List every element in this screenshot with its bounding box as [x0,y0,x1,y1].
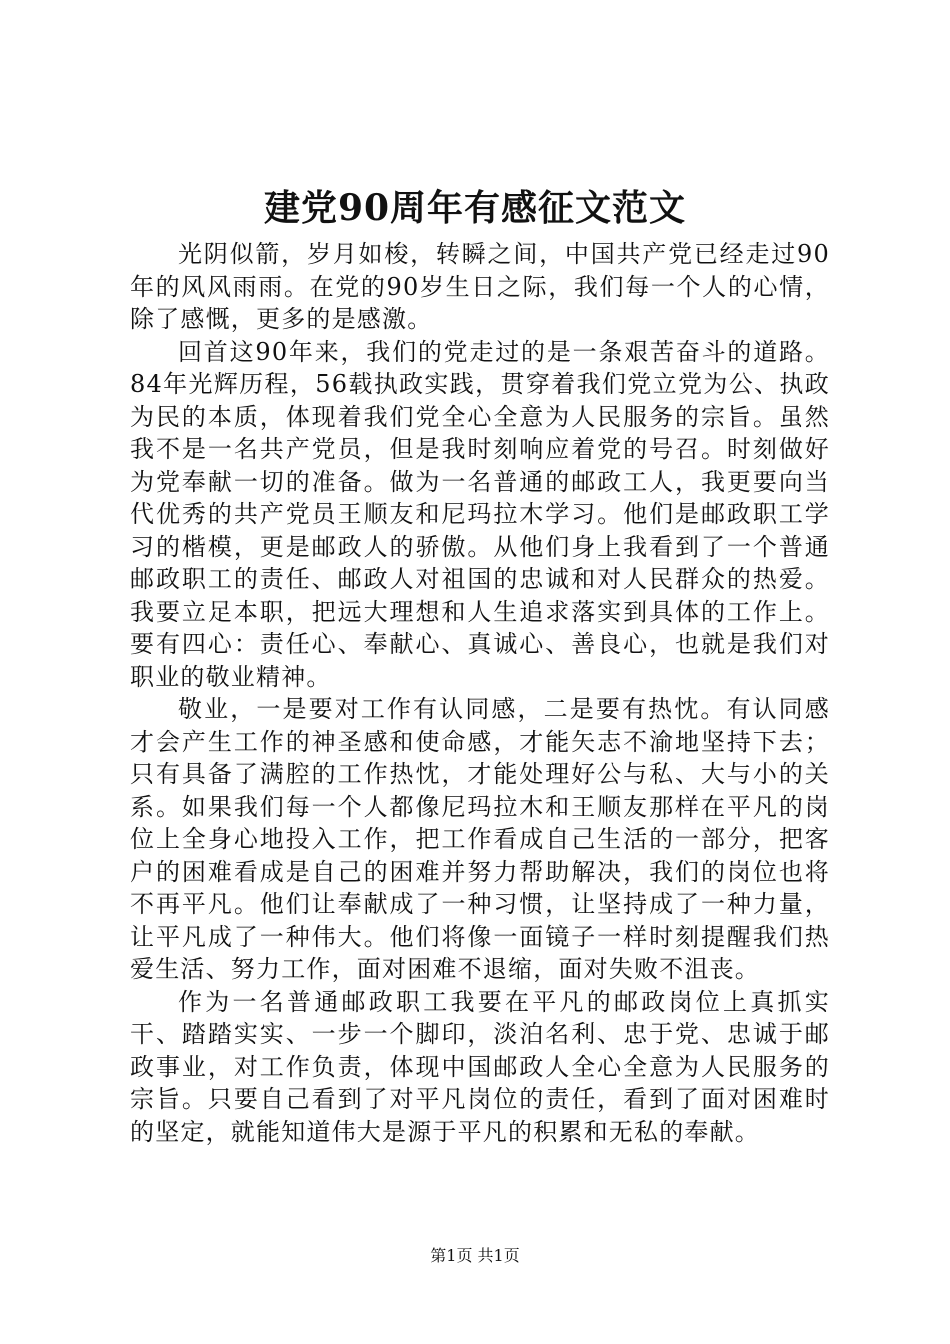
document-body [130,238,830,1148]
page-footer: 第1页 共1页 [430,1246,520,1265]
paragraph-1: 光阴似箭，岁月如梭，转瞬之间，中国共产党已经走过90年的风风雨雨。在党的90岁生日之际，我们每一个人的心情，除了感慨，更多的是感激。 [130,240,830,333]
paragraph-3: 敬业，一是要对工作有认同感，二是要有热忱。有认同感才会产生工作的神圣感和使命感，才能矢志不渝地坚持下去；只有具备了满腔的工作热忱，才能处理好公与私、大与小的关系。如果我们每一个人都像尼玛拉木和王顺友那样在平凡的岗位上全身心地投入工作，把工作看成自己生活的一部分，把客户的困难看成是自己的困难并努力帮助解决，我们的岗位也将不再平凡。他们让奉献成了一种习惯，让坚持成了一种力量，让平凡成了一种伟大。他们将像一面镜子一样时刻提醒我们热爱生活、努力工作，面对困难不退缩，面对失败不沮丧。 [130,695,830,983]
paragraph-2: 回首这90年来，我们的党走过的是一条艰苦奋斗的道路。84年光辉历程，56载执政实践，贯穿着我们党立党为公、执政为民的本质，体现着我们党全心全意为人民服务的宗旨。虽然我不是一名共产党员，但是我时刻响应着党的号召。时刻做好为党奉献一切的准备。做为一名普通的邮政工人，我更要向当代优秀的共产党员王顺友和尼玛拉木学习。他们是邮政职工学习的楷模，更是邮政人的骄傲。从他们身上我看到了一个普通邮政职工的责任、邮政人对祖国的忠诚和对人民群众的热爱。我要立足本职，把远大理想和人生追求落实到具体的工作上。要有四心：责任心、奉献心、真诚心、善良心，也就是我们对职业的敬业精神。 [130,337,830,691]
document-title: 建党90周年有感征文范文 [263,187,687,229]
paragraph-4: 作为一名普通邮政职工我要在平凡的邮政岗位上真抓实干、踏踏实实、一步一个脚印，淡泊名利、忠于党、忠诚于邮政事业，对工作负责，体现中国邮政人全心全意为人民服务的宗旨。只要自己看到了对平凡岗位的责任，看到了面对困难时的坚定，就能知道伟大是源于平凡的积累和无私的奉献。 [130,987,830,1146]
